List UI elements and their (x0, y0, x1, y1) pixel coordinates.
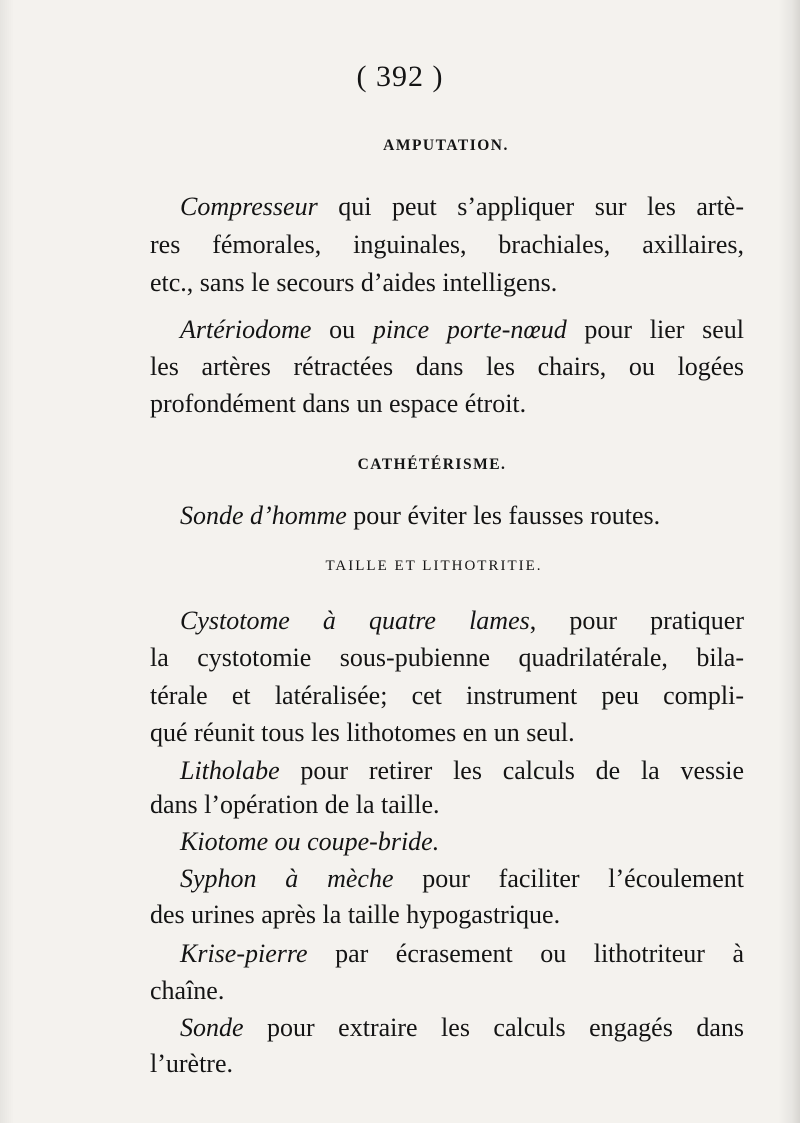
text-run: pour retirer les calculs de la vessie (279, 756, 744, 785)
text-run: pour faciliter l’écoulement (393, 864, 745, 893)
term-pince-porte-noeud: pince porte-nœud (372, 315, 567, 344)
text-run: pour éviter les fausses routes. (346, 501, 661, 530)
text-line: res fémorales, inguinales, brachiales, axillaires, (150, 230, 744, 259)
term-sonde-d-homme: Sonde d’homme (180, 501, 347, 530)
text-line: la cystotomie sous-pubienne quadrilatérale, bila- (150, 643, 744, 672)
text-line: térale et latéralisée; cet instrument peu compli- (150, 681, 744, 710)
text-line: les artères rétractées dans les chairs, ou logées (150, 352, 744, 381)
term-krise-pierre: Krise-pierre (180, 939, 308, 968)
page-number: ( 392 ) (356, 60, 444, 93)
text-run: ou (311, 315, 373, 344)
term-cystotome: Cystotome à quatre lames (180, 606, 530, 635)
text-line (180, 605, 744, 637)
text-line (180, 191, 744, 223)
text-line: chaîne. (150, 976, 225, 1005)
term-kiotome: Kiotome ou coupe-bride. (180, 827, 440, 856)
text-line: profondément dans un espace étroit. (150, 389, 527, 418)
text-line: des urines après la taille hypogastrique. (150, 900, 561, 929)
text-run: , pour pratiquer (529, 606, 744, 635)
text-run: pour extraire les calculs engagés dans (243, 1013, 744, 1042)
text-line: dans l’opération de la taille. (150, 790, 440, 819)
text-run: pour lier seul (566, 315, 745, 344)
term-arteriodome: Artériodome (180, 315, 312, 344)
section-heading-amputation: AMPUTATION. (383, 137, 509, 154)
term-syphon-a-meche: Syphon à mèche (180, 864, 394, 893)
text-line (180, 314, 744, 346)
text-line (180, 863, 744, 895)
text-line: l’urètre. (150, 1049, 234, 1078)
section-heading-catheterisme: CATHÉTÉRISME. (357, 456, 507, 473)
text-line (180, 755, 744, 787)
text-line (180, 1012, 744, 1044)
term-litholabe: Litholabe (180, 756, 280, 785)
text-line: etc., sans le secours d’aides intelligens. (150, 268, 558, 297)
section-heading-taille-et-lithotritie: TAILLE ET LITHOTRITIE. (325, 558, 543, 574)
text-line: qué réunit tous les lithotomes en un seul. (150, 718, 575, 747)
term-compresseur: Compresseur (180, 192, 318, 221)
text-line (180, 826, 744, 858)
text-line (180, 938, 744, 970)
text-line (180, 500, 744, 532)
text-run: par écrasement ou lithotriteur à (307, 939, 744, 968)
term-sonde: Sonde (180, 1013, 244, 1042)
text-run: qui peut s’appliquer sur les artè- (317, 192, 744, 221)
